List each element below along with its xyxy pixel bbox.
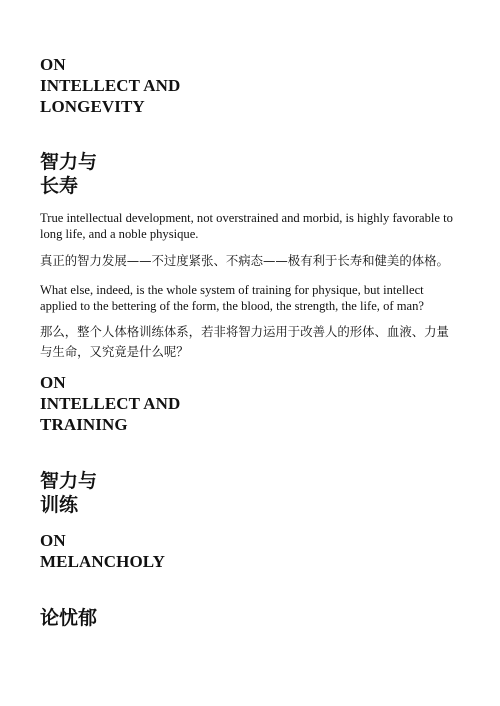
title-line: 长寿 [40, 175, 79, 197]
paragraph-en: True intellectual development, not overstrained and morbid, is highly favorable to long life, and a noble physique. [40, 211, 453, 241]
title-line: ON [40, 55, 66, 74]
section-title-zh-intellect-training [40, 469, 460, 517]
section-title-en-intellect-training [40, 372, 460, 435]
title-line: 智力与 [40, 470, 98, 492]
title-line: 训练 [40, 494, 79, 516]
section-title-en-intellect-longevity [40, 54, 460, 117]
paragraph-zh: 那么，整个人体格训练体系，若非将智力运用于改善人的形体、血液、力量与生命，又究竟是什么呢？ [40, 324, 449, 359]
section-title-zh-intellect-longevity [40, 150, 460, 198]
section-title-zh-melancholy [40, 606, 460, 630]
paragraph-en: What else, indeed, is the whole system of training for physique, but intellect applied to the bettering of the form, the blood, the strength, the life, of man? [40, 283, 424, 313]
title-line: INTELLECT AND [40, 76, 181, 95]
paragraph-zh: 真正的智力发展——不过度紧张、不病态——极有利于长寿和健美的体格。 [40, 253, 449, 268]
title-line: 论忧郁 [40, 607, 98, 629]
section-title-en-melancholy [40, 530, 460, 572]
title-line: TRAINING [40, 415, 128, 434]
title-line: 智力与 [40, 151, 98, 173]
title-line: ON [40, 531, 66, 550]
title-line: ON [40, 373, 66, 392]
title-line: LONGEVITY [40, 97, 145, 116]
title-line: MELANCHOLY [40, 552, 166, 571]
title-line: INTELLECT AND [40, 394, 181, 413]
